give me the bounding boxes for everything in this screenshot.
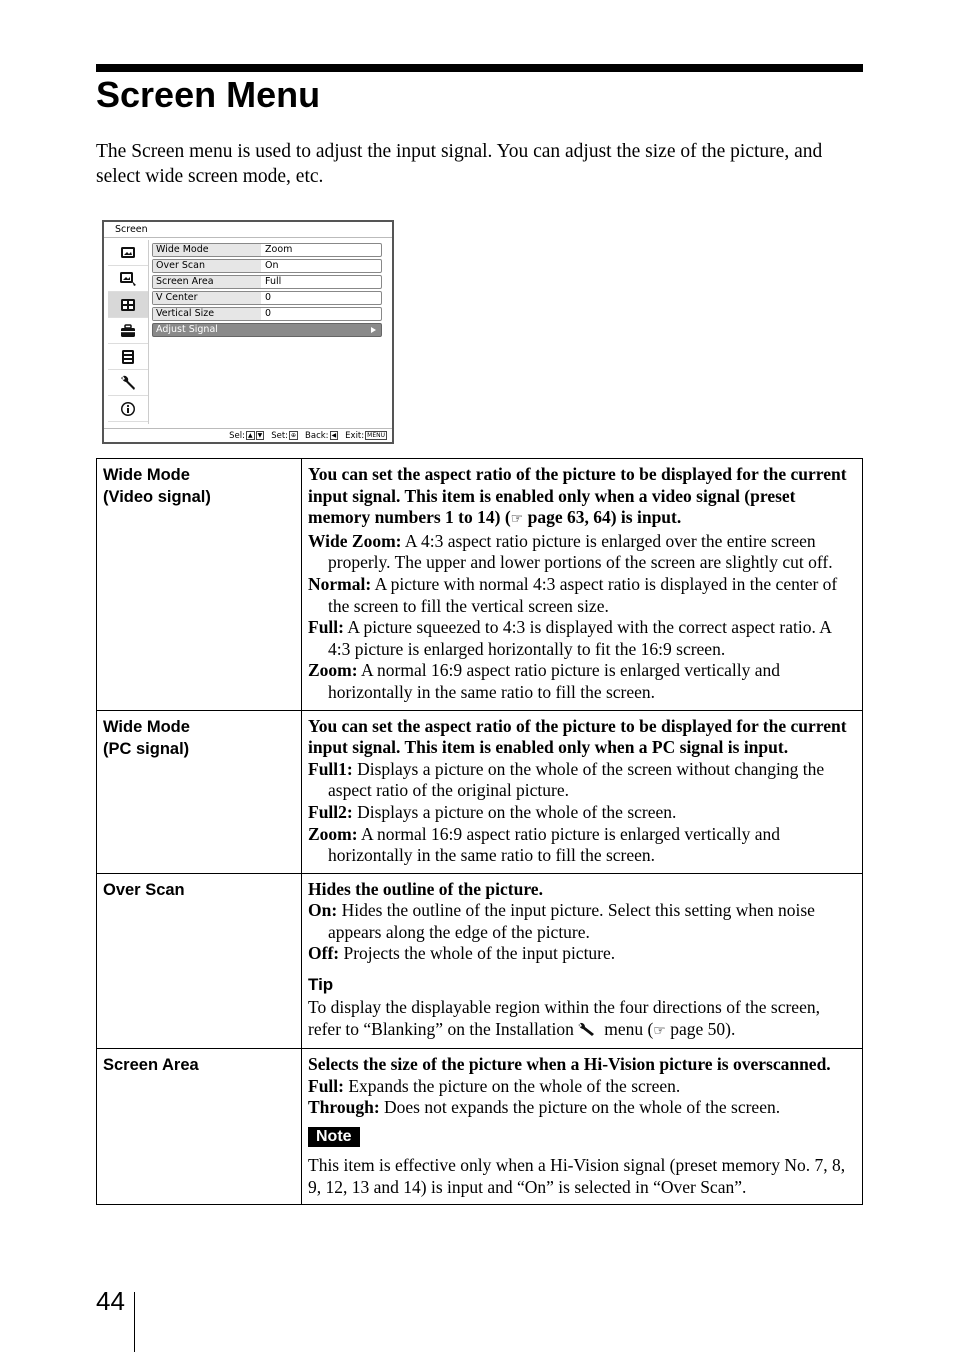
list-item <box>308 1076 854 1098</box>
screen-menu-screenshot <box>102 220 394 444</box>
term-label: Wide Mode <box>103 717 190 736</box>
item-text: Hides the outline of the input picture. Select this setting when noise appears along the edge of the picture. <box>328 900 815 942</box>
lead-text: page 63, 64) is input. <box>523 507 682 528</box>
term-sublabel: (Video signal) <box>103 488 211 506</box>
list-item <box>308 660 854 703</box>
desc-wide-mode-video <box>302 459 863 711</box>
desc-screen-area <box>302 1049 863 1205</box>
term-wide-mode-video <box>97 459 302 711</box>
screen-menu-table <box>96 458 863 1205</box>
table-row <box>97 710 863 873</box>
desc-wide-mode-pc <box>302 710 863 873</box>
setup-icon[interactable] <box>108 318 148 344</box>
tip-heading: Tip <box>308 975 334 995</box>
osd-row-label: Vertical Size <box>153 308 261 320</box>
osd-set-hint <box>271 429 298 442</box>
table-row <box>97 459 863 711</box>
item-text: A 4:3 aspect ratio picture is enlarged over the entire screen properly. The upper and lower portions of the screen are slightly cut off. <box>328 530 833 573</box>
osd-sel-hint <box>229 429 264 442</box>
osd-row-label: V Center <box>153 292 261 304</box>
osd-exit-label: Exit: <box>345 431 365 441</box>
term-label: Over Scan <box>103 880 185 899</box>
item-label: Full2: <box>308 801 353 822</box>
desc-lead: Hides the outline of the picture. <box>308 878 543 899</box>
list-item <box>308 759 854 802</box>
desc-lead: Selects the size of the picture when a Hi-Vision picture is overscanned. <box>308 1054 831 1075</box>
item-text: Displays a picture on the whole of the screen without changing the aspect ratio of the original picture. <box>328 758 825 801</box>
term-sublabel: (PC signal) <box>103 739 190 758</box>
osd-row-vertical-size[interactable] <box>152 307 382 321</box>
item-text: A picture squeezed to 4:3 is displayed with the correct aspect ratio. A 4:3 picture is enlarged horizontally to fit the 16:9 screen. <box>328 617 831 659</box>
list-item <box>308 943 854 965</box>
term-screen-area <box>97 1049 302 1205</box>
item-label: On: <box>308 900 338 921</box>
tip-text-part: To display the displayable region within the four directions of the screen, refer to “Blanking” on the Installation <box>308 997 820 1039</box>
item-label: Normal: <box>308 573 372 594</box>
page-title: Screen Menu <box>96 74 321 115</box>
term-label: Screen Area <box>103 1056 199 1075</box>
osd-row-label: Over Scan <box>153 260 261 272</box>
item-label: Zoom: <box>308 823 358 844</box>
tip-text-part: page 50). <box>665 1018 736 1039</box>
table-row <box>97 1049 863 1205</box>
list-item <box>308 617 854 660</box>
tip-text-part: menu ( <box>599 1018 654 1039</box>
enter-key-icon: ⊕ <box>291 432 297 439</box>
item-label: Zoom: <box>308 660 358 681</box>
lead-text: You can set the aspect ratio of the picture to be displayed for the current input signal. This item is enabled only when a video signal (preset memory numbers 1 to 14) ( <box>308 464 847 528</box>
down-arrow-icon: ▼ <box>257 432 263 439</box>
table-row <box>97 873 863 1049</box>
item-label: Off: <box>308 943 340 964</box>
term-wide-mode-pc <box>97 710 302 873</box>
osd-row-over-scan[interactable] <box>152 259 382 273</box>
function-icon[interactable] <box>108 344 148 370</box>
chevron-right-icon <box>371 327 376 333</box>
intro-text: The Screen menu is used to adjust the input signal. You can adjust the size of the picture, and select wide screen mode, etc. <box>96 141 823 187</box>
tip-text <box>308 997 854 1042</box>
left-arrow-icon: ◀ <box>331 432 337 439</box>
osd-row-value: 0 <box>265 292 272 303</box>
installation-icon[interactable] <box>108 370 148 396</box>
osd-row-label: Wide Mode <box>153 244 261 256</box>
page-number: 44 <box>96 1286 125 1316</box>
list-item <box>308 802 854 824</box>
item-text: Displays a picture on the whole of the screen. <box>352 801 677 822</box>
note-text: This item is effective only when a Hi-Vision signal (preset memory No. 7, 8, 9, 12, 13 and 14) is input and “On” is selected in “Over Scan”. <box>308 1155 846 1197</box>
up-arrow-icon: ▲ <box>247 432 253 439</box>
item-text: Does not expands the picture on the whole of the screen. <box>379 1097 781 1118</box>
list-item <box>308 574 854 617</box>
item-text: Projects the whole of the input picture. <box>339 943 616 964</box>
item-text: A normal 16:9 aspect ratio picture is enlarged vertically and horizontally in the same ratio to fill the screen. <box>328 660 781 702</box>
osd-row-value: Zoom <box>265 244 293 255</box>
page-reference-icon: ☞ <box>510 511 524 528</box>
osd-row-label: Adjust Signal <box>156 324 218 335</box>
list-item <box>308 531 854 574</box>
osd-header: Screen <box>104 222 392 238</box>
information-icon[interactable] <box>108 396 148 422</box>
item-label: Through: <box>308 1097 380 1118</box>
item-label: Full1: <box>308 758 353 779</box>
page-number-divider <box>134 1292 135 1352</box>
osd-sel-label: Sel: <box>229 431 245 441</box>
term-over-scan <box>97 873 302 1049</box>
item-text: A normal 16:9 aspect ratio picture is enlarged vertically and horizontally in the same ratio to fill the screen. <box>328 823 781 866</box>
osd-row-value: Full <box>265 276 282 287</box>
osd-row-value: 0 <box>265 308 272 319</box>
osd-menu-list <box>152 243 382 339</box>
list-item <box>308 824 854 867</box>
note-heading: Note <box>308 1127 360 1147</box>
item-label: Full: <box>308 1075 344 1096</box>
menu-key-icon: MENU <box>367 432 385 439</box>
top-rule <box>96 64 863 72</box>
item-text: Expands the picture on the whole of the screen. <box>343 1075 681 1096</box>
osd-row-value <box>261 324 381 336</box>
installation-icon <box>578 1021 596 1043</box>
picture-adjust-icon[interactable] <box>108 266 148 292</box>
item-label: Full: <box>308 617 344 638</box>
osd-row-screen-area[interactable] <box>152 275 382 289</box>
osd-sidebar <box>108 240 149 424</box>
osd-row-wide-mode[interactable] <box>152 243 382 257</box>
desc-lead: You can set the aspect ratio of the picture to be displayed for the current input signal. This item is enabled only when a PC signal is input. <box>308 715 847 758</box>
desc-over-scan <box>302 873 863 1049</box>
osd-footer <box>104 428 392 442</box>
osd-set-label: Set: <box>271 431 289 441</box>
osd-back-label: Back: <box>305 431 329 441</box>
osd-row-adjust-signal[interactable] <box>152 323 382 337</box>
screen-icon[interactable] <box>108 292 148 318</box>
osd-row-label: Screen Area <box>153 276 261 288</box>
picture-icon[interactable] <box>108 240 148 266</box>
list-item <box>308 1097 854 1119</box>
item-text: A picture with normal 4:3 aspect ratio is displayed in the center of the screen to fill the vertical screen size. <box>328 573 838 616</box>
osd-back-hint <box>305 429 338 442</box>
desc-lead <box>308 464 854 531</box>
osd-row-value: On <box>265 260 279 271</box>
term-label: Wide Mode <box>103 466 190 484</box>
osd-exit-hint <box>345 429 387 442</box>
item-label: Wide Zoom: <box>308 530 402 551</box>
list-item <box>308 900 854 943</box>
osd-row-v-center[interactable] <box>152 291 382 305</box>
page-reference-icon: ☞ <box>653 1022 666 1039</box>
